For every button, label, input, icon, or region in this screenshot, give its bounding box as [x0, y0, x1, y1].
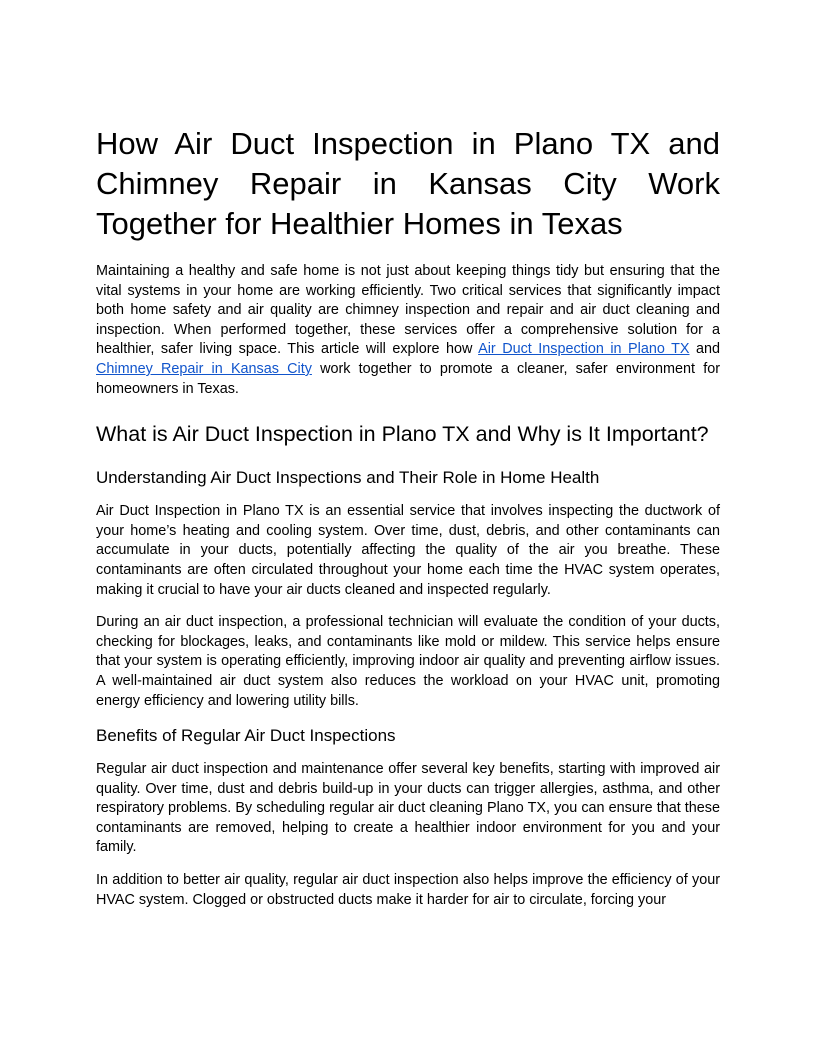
- intro-text-end: work together to promote a cleaner, safer environment for homeowners in Texas.: [96, 360, 720, 397]
- air-duct-inspection-link[interactable]: Air Duct Inspection in Plano TX: [478, 341, 690, 358]
- paragraph-inspection-overview: Air Duct Inspection in Plano TX is an essential service that involves inspecting the ductwork of your home’s heating and cooling system. Over time, dust, debris, and other contaminants can accumulate in your ducts, potentially affecting the quality of the air you breathe. These contaminants are often circulated throughout your home each time the HVAC system operates, making it crucial to have your air ducts cleaned and inspected regularly.: [96, 503, 720, 598]
- document-page: [96, 124, 720, 923]
- intro-text-middle: and: [689, 341, 720, 358]
- intro-text-start: Maintaining a healthy and safe home is not just about keeping things tidy but ensuring that the vital systems in your home are working efficiently. Two critical services that significantly impact both home safety and air quality are chimney inspection and repair and air duct cleaning and inspection. When performed together, these services offer a comprehensive solution for a healthier, safer living space. This article will explore how: [96, 263, 720, 358]
- chimney-repair-link[interactable]: Chimney Repair in Kansas City: [96, 360, 312, 377]
- paragraph-inspection-process: During an air duct inspection, a professional technician will evaluate the condition of your ducts, checking for blockages, leaks, and contaminants like mold or mildew. This service helps ensure that your system is operating efficiently, improving indoor air quality and preventing airflow issues. A well-maintained air duct system also reduces the workload on your HVAC unit, promoting energy efficiency and lowering utility bills.: [96, 614, 720, 709]
- intro-paragraph: [96, 262, 720, 399]
- section-heading-air-duct-inspection: What is Air Duct Inspection in Plano TX and Why is It Important?: [96, 422, 709, 447]
- subheading-understanding-inspections: Understanding Air Duct Inspections and Their Role in Home Health: [96, 468, 600, 488]
- subheading-benefits: Benefits of Regular Air Duct Inspections: [96, 726, 396, 746]
- article-title: How Air Duct Inspection in Plano TX and Chimney Repair in Kansas City Work Together for Healthier Homes in Texas: [96, 126, 720, 241]
- paragraph-benefits-air-quality: Regular air duct inspection and maintenance offer several key benefits, starting with improved air quality. Over time, dust and debris build-up in your ducts can trigger allergies, asthma, and other respiratory problems. By scheduling regular air duct cleaning Plano TX, you can ensure that these contaminants are removed, helping to create a healthier indoor environment for you and your family.: [96, 761, 720, 856]
- paragraph-benefits-efficiency: In addition to better air quality, regular air duct inspection also helps improve the efficiency of your HVAC system. Clogged or obstructed ducts make it harder for air to circulate, forcing your: [96, 872, 720, 908]
